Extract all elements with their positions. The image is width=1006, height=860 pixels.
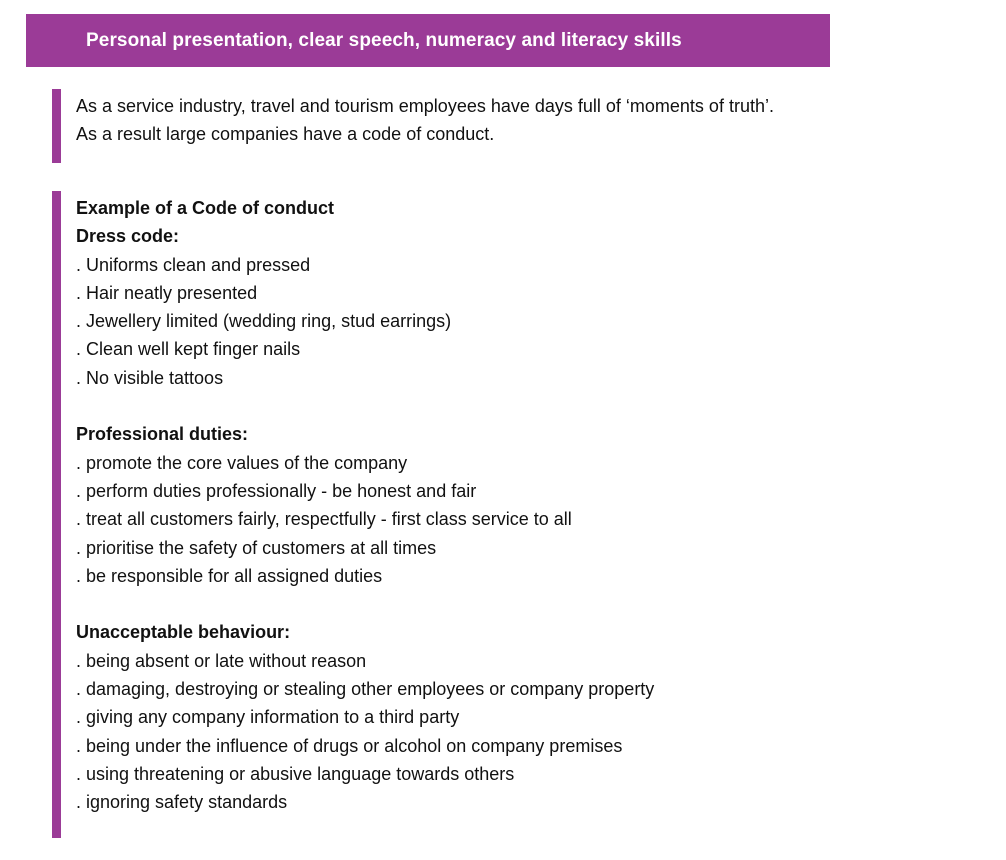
list-item: . prioritise the safety of customers at all times — [76, 537, 437, 558]
section-spacer — [76, 590, 952, 618]
code-of-conduct-title: Example of a Code of conduct — [76, 198, 335, 218]
section-heading-dress-code: Dress code: — [76, 226, 180, 247]
list-item: . Uniforms clean and pressed — [76, 254, 311, 275]
list-item: . Jewellery limited (wedding ring, stud earrings) — [76, 311, 452, 332]
list-item: . giving any company information to a third party — [76, 707, 460, 728]
list-item: . damaging, destroying or stealing other employees or company property — [76, 679, 655, 700]
list-item: . Clean well kept finger nails — [76, 339, 301, 360]
list-item: . being absent or late without reason — [76, 650, 367, 671]
list-item: . Hair neatly presented — [76, 282, 258, 303]
list-item: . perform duties professionally - be honest and fair — [76, 480, 477, 501]
list-item: . ignoring safety standards — [76, 792, 288, 813]
list-item: . treat all customers fairly, respectfully - first class service to all — [76, 509, 572, 530]
section-heading-unacceptable-behaviour: Unacceptable behaviour: — [76, 622, 291, 643]
list-item: . No visible tattoos — [76, 367, 224, 388]
code-of-conduct-block — [52, 191, 952, 838]
section-heading-professional-duties: Professional duties: — [76, 424, 249, 445]
list-item: . being under the influence of drugs or alcohol on company premises — [76, 735, 623, 756]
header-banner — [26, 14, 830, 67]
intro-line-1: As a service industry, travel and tourism employees have days full of ‘moments of truth’. — [76, 96, 774, 116]
list-item: . be responsible for all assigned duties — [76, 565, 383, 586]
page-title: Personal presentation, clear speech, numeracy and literacy skills — [86, 29, 682, 51]
intro-block — [52, 89, 952, 163]
intro-line-2: As a result large companies have a code of conduct. — [76, 124, 495, 144]
list-item: . promote the core values of the company — [76, 452, 408, 473]
list-item: . using threatening or abusive language towards others — [76, 763, 515, 784]
section-spacer — [76, 392, 952, 420]
